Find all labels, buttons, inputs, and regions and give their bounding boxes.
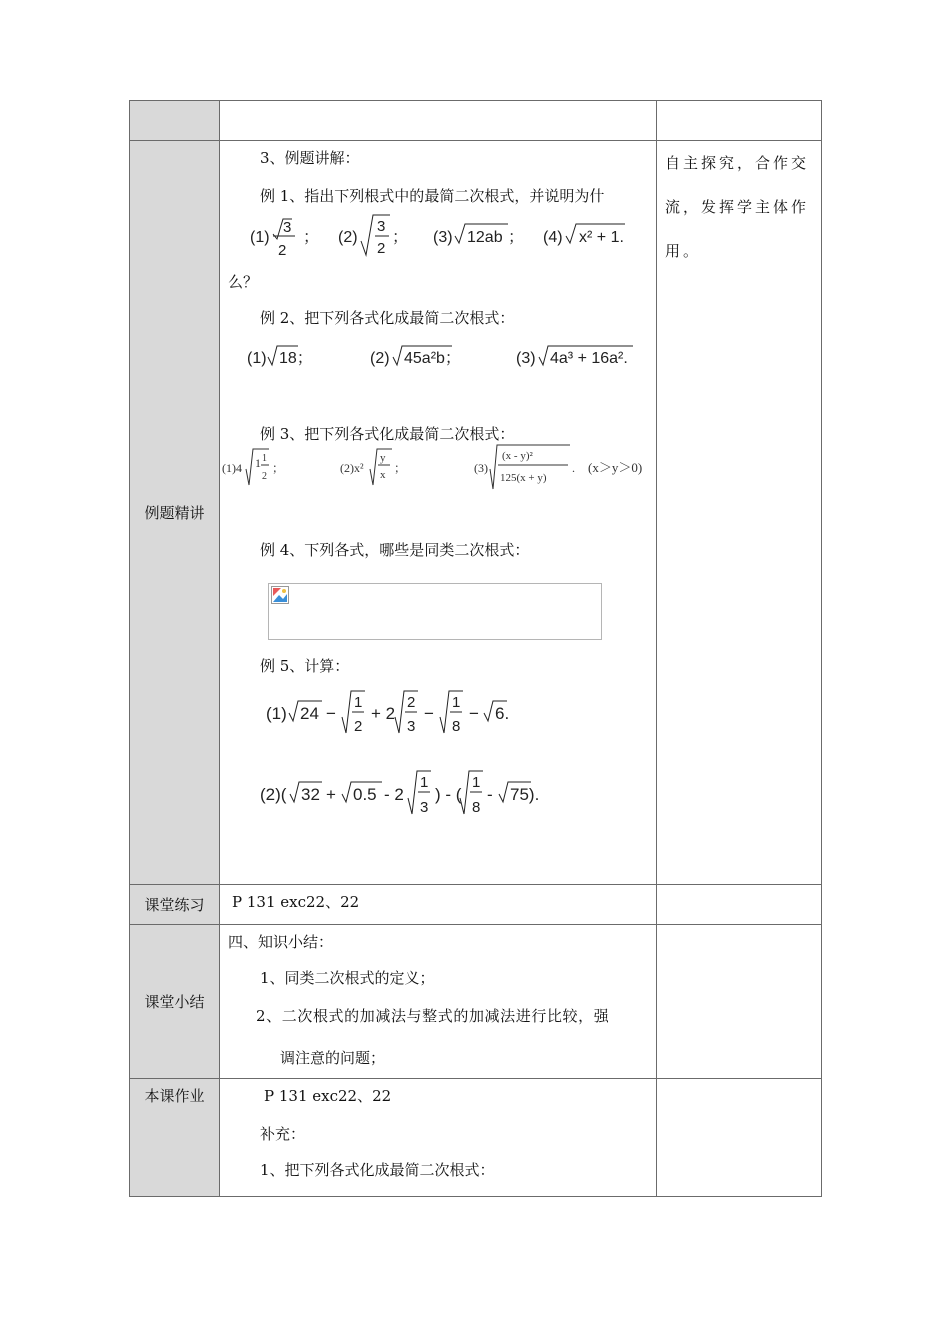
ex1-sep1: ； — [303, 229, 320, 246]
row-note-homework — [657, 1079, 822, 1197]
ex5-line2-prefix: (2)( — [260, 785, 287, 804]
example2-title: 例 2、把下列各式化成最简二次根式： — [260, 309, 515, 327]
table-row-practice — [130, 885, 822, 925]
example5-title: 例 5、计算： — [260, 657, 350, 675]
svg-text:1: 1 — [452, 694, 461, 711]
row-note-practice — [657, 885, 822, 925]
row-label-homework: 本课作业 — [130, 1079, 220, 1197]
examples-heading: 3、例题讲解： — [260, 149, 360, 167]
svg-text:−: − — [326, 704, 336, 723]
svg-text:−: − — [424, 704, 434, 723]
table-row-top — [130, 101, 822, 141]
svg-text:+ 2: + 2 — [371, 704, 396, 723]
svg-text:6.: 6. — [495, 704, 510, 723]
svg-text:−: − — [469, 704, 479, 723]
row-content-examples — [220, 141, 657, 885]
svg-text:0.5: 0.5 — [353, 785, 377, 804]
svg-text:x: x — [380, 469, 386, 481]
ex3-item1-label: (1)4 — [222, 461, 242, 475]
table-row-examples — [130, 141, 822, 885]
svg-text:y: y — [380, 452, 386, 464]
example4-image-placeholder — [268, 583, 602, 640]
summary-item1: 1、同类二次根式的定义； — [260, 969, 435, 987]
ex1-item4-label: (4) — [543, 229, 563, 246]
example2-formulas — [240, 339, 660, 375]
svg-text:；: ； — [394, 461, 407, 475]
ex3-condition: (x＞y＞0) — [588, 460, 643, 475]
svg-text:32: 32 — [301, 785, 320, 804]
summary-item2-cont: 调注意的问题； — [280, 1049, 386, 1067]
ex1-item3-label: (3) — [433, 229, 453, 246]
row-note-summary — [657, 925, 822, 1079]
row-note-examples: 自主探究，合作交流，发挥学主体作用。 — [657, 141, 822, 885]
homework-line2: 补充： — [260, 1125, 306, 1143]
practice-text: P 131 exc22、22 — [232, 893, 360, 911]
svg-text:2: 2 — [407, 694, 416, 711]
svg-text:2: 2 — [262, 471, 267, 482]
homework-line3: 1、把下列各式化成最简二次根式： — [260, 1161, 495, 1179]
example1-formulas — [240, 211, 660, 259]
svg-text:3: 3 — [420, 799, 429, 816]
svg-text:；: ； — [508, 229, 525, 246]
svg-text:-: - — [487, 785, 493, 804]
svg-text:24: 24 — [300, 704, 319, 723]
ex5-line1-prefix: (1) — [266, 704, 287, 723]
row-content-summary — [220, 925, 657, 1079]
svg-text:；: ； — [392, 229, 409, 246]
svg-text:) - (: ) - ( — [435, 785, 462, 804]
svg-text:3: 3 — [283, 219, 292, 236]
ex1-item2-label: (2) — [338, 229, 358, 246]
svg-text:1: 1 — [420, 774, 429, 791]
svg-text:.: . — [572, 461, 575, 475]
ex2-item3-label: (3) — [516, 350, 536, 367]
ex3-item2-label: (2)x² — [340, 461, 364, 475]
ex2-item2-label: (2) — [370, 350, 390, 367]
ex3-numerator: (x - y)² — [502, 450, 533, 462]
ex1-expr3: 12ab — [467, 229, 503, 246]
svg-text:2: 2 — [377, 240, 386, 257]
row-content-homework — [220, 1079, 657, 1197]
ex2-expr1: 18； — [279, 350, 313, 367]
row-label-empty — [130, 101, 220, 141]
example3-title: 例 3、把下列各式化成最简二次根式： — [260, 425, 515, 443]
svg-text:1: 1 — [255, 456, 261, 470]
table-row-summary — [130, 925, 822, 1079]
svg-text:8: 8 — [472, 799, 481, 816]
ex1-expr4: x² + 1. — [579, 229, 624, 246]
svg-text:；: ； — [272, 461, 285, 475]
row-note-empty — [657, 101, 822, 141]
row-label-summary: 课堂小结 — [130, 925, 220, 1079]
example5-formulas — [260, 687, 650, 847]
svg-text:2: 2 — [354, 718, 363, 735]
example1-title: 例 1、指出下列根式中的最简二次根式，并说明为什 — [260, 187, 605, 205]
summary-heading: 四、知识小结： — [228, 933, 334, 951]
svg-text:1: 1 — [354, 694, 363, 711]
ex2-item1-label: (1) — [247, 350, 267, 367]
row-content-empty — [220, 101, 657, 141]
svg-text:- 2: - 2 — [384, 785, 404, 804]
svg-text:1: 1 — [262, 453, 267, 464]
lesson-plan-table — [129, 100, 822, 1197]
svg-text:+: + — [326, 785, 336, 804]
example1-title-cont: 么？ — [228, 273, 259, 291]
svg-text:3: 3 — [407, 718, 416, 735]
svg-text:1: 1 — [472, 774, 481, 791]
svg-text:8: 8 — [452, 718, 461, 735]
example4-title: 例 4、下列各式，哪些是同类二次根式： — [260, 541, 530, 559]
row-label-examples: 例题精讲 — [130, 141, 220, 885]
ex2-expr3: 4a³ + 16a². — [550, 350, 628, 367]
homework-line1: P 131 exc22、22 — [264, 1087, 392, 1105]
row-content-practice — [220, 885, 657, 925]
ex2-expr2: 45a²b； — [404, 350, 461, 367]
example3-formulas — [222, 441, 659, 493]
ex1-item1-label: (1) — [250, 229, 270, 246]
table-row-homework — [130, 1079, 822, 1197]
ex3-denominator: 125(x + y) — [500, 472, 547, 484]
row-label-practice: 课堂练习 — [130, 885, 220, 925]
svg-text:3: 3 — [377, 218, 386, 235]
svg-text:2: 2 — [278, 242, 287, 259]
broken-image-icon — [271, 586, 289, 604]
summary-item2: 2、二次根式的加减法与整式的加减法进行比较，强 — [256, 1007, 610, 1025]
svg-text:75).: 75). — [510, 785, 540, 804]
ex3-item3-label: (3) — [474, 461, 488, 475]
